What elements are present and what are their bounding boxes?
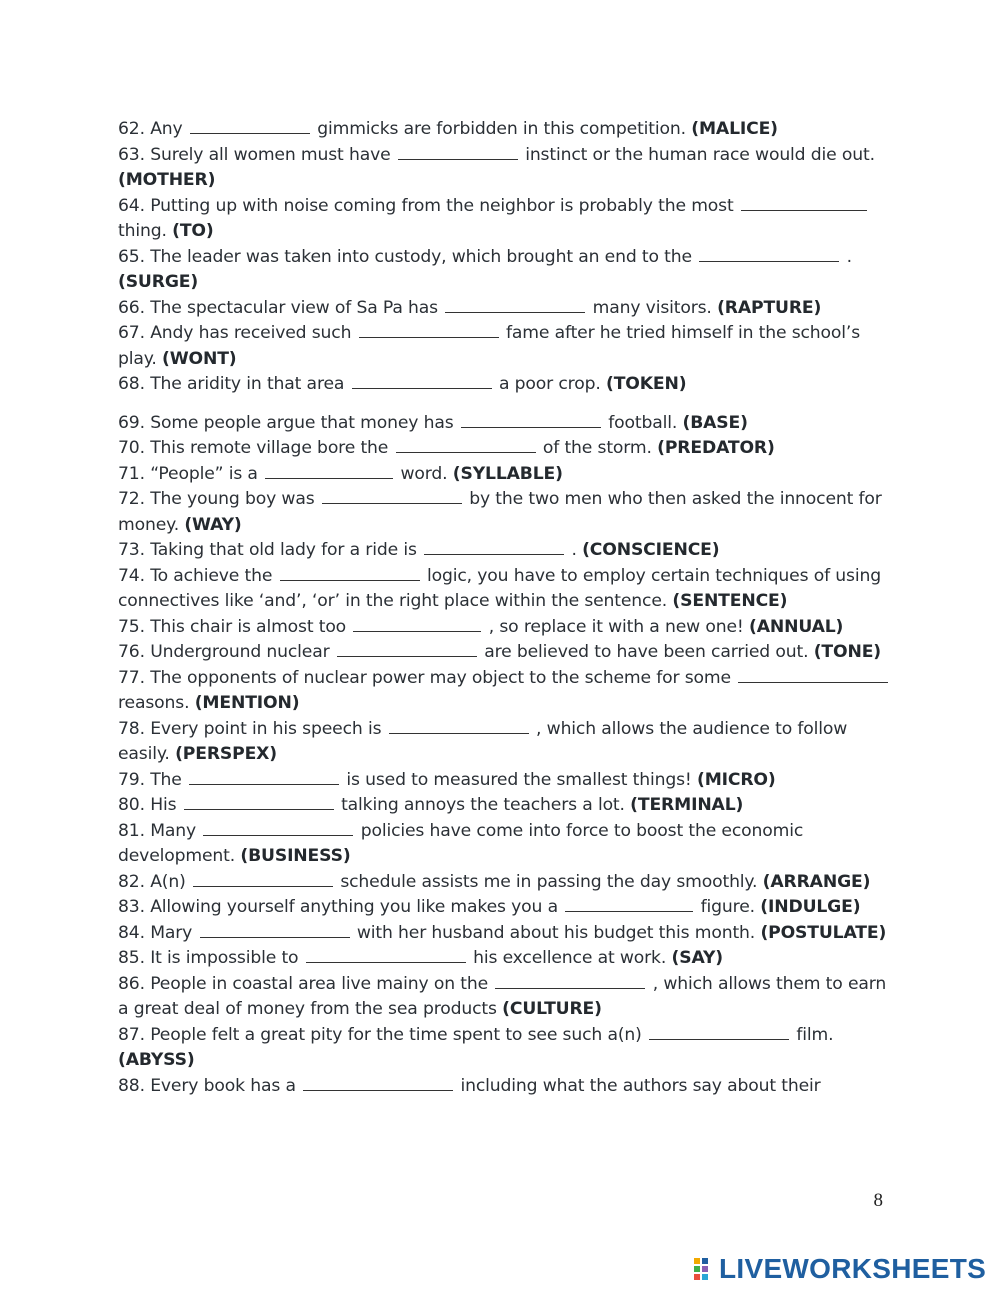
answer-blank[interactable] bbox=[337, 640, 477, 657]
question-text: 71. “People” is a bbox=[118, 463, 258, 484]
answer-blank[interactable] bbox=[461, 411, 601, 428]
question-69 bbox=[118, 411, 898, 437]
question-text: 84. Mary bbox=[118, 922, 193, 943]
question-text-continued: with her husband about his budget this month. bbox=[356, 922, 756, 943]
question-text-continued: film. bbox=[796, 1024, 834, 1045]
question-76 bbox=[118, 640, 898, 666]
root-word-hint: (BASE) bbox=[682, 412, 748, 433]
question-text: 85. It is impossible to bbox=[118, 948, 299, 968]
root-word-hint: (POSTULATE) bbox=[760, 922, 887, 943]
question-text-continued: is used to measured the smallest things! bbox=[346, 769, 692, 790]
question-text-continued: are believed to have been carried out. bbox=[484, 642, 809, 662]
question-82 bbox=[118, 870, 898, 896]
root-word-hint: (ARRANGE) bbox=[762, 871, 871, 892]
root-word-hint: (CULTURE) bbox=[502, 999, 602, 1019]
question-text: 88. Every book has a bbox=[118, 1075, 296, 1096]
root-word-hint: (PREDATOR) bbox=[657, 438, 775, 458]
answer-blank[interactable] bbox=[322, 487, 462, 504]
question-text: 70. This remote village bore the bbox=[118, 438, 389, 458]
root-word-hint: (SYLLABLE) bbox=[452, 463, 563, 484]
question-text-continued: gimmicks are forbidden in this competition. bbox=[317, 119, 686, 139]
answer-blank[interactable] bbox=[280, 564, 420, 581]
answer-blank[interactable] bbox=[200, 921, 350, 938]
question-71 bbox=[118, 462, 898, 488]
page-number: 8 bbox=[873, 1190, 883, 1211]
answer-blank[interactable] bbox=[389, 717, 529, 734]
answer-blank[interactable] bbox=[190, 117, 310, 134]
question-text: 80. His bbox=[118, 795, 177, 815]
root-word-hint: (SENTENCE) bbox=[672, 591, 788, 611]
root-word-hint: (MICRO) bbox=[696, 769, 776, 790]
root-word-hint: (INDULGE) bbox=[760, 897, 861, 917]
question-text-continued: , so replace it with a new one! bbox=[488, 616, 744, 637]
answer-blank[interactable] bbox=[352, 372, 492, 389]
question-text: 79. The bbox=[118, 769, 182, 790]
question-64 bbox=[118, 194, 898, 245]
answer-blank[interactable] bbox=[193, 870, 333, 887]
question-text: 63. Surely all women must have bbox=[118, 144, 391, 165]
liveworksheets-logo bbox=[694, 1254, 986, 1284]
question-67 bbox=[118, 321, 898, 372]
question-84 bbox=[118, 921, 898, 947]
question-80 bbox=[118, 793, 898, 819]
exercise-list bbox=[118, 117, 898, 1099]
question-text: 62. Any bbox=[118, 119, 183, 139]
answer-blank[interactable] bbox=[359, 321, 499, 338]
question-text-continued: instinct or the human race would die out. bbox=[525, 144, 875, 165]
root-word-hint: (TOKEN) bbox=[605, 374, 687, 394]
question-text: 81. Many bbox=[118, 820, 197, 841]
root-word-hint: (SURGE) bbox=[118, 272, 199, 292]
question-86 bbox=[118, 972, 898, 1023]
question-text-continued: policies have come into force to boost the economic development. bbox=[118, 820, 804, 866]
answer-blank[interactable] bbox=[398, 143, 518, 160]
answer-blank[interactable] bbox=[699, 245, 839, 262]
question-text: 75. This chair is almost too bbox=[118, 616, 347, 637]
root-word-hint: (RAPTURE) bbox=[717, 297, 822, 318]
question-text: 86. People in coastal area live mainy on the bbox=[118, 973, 489, 994]
answer-blank[interactable] bbox=[396, 436, 536, 453]
question-text-continued: by the two men who then asked the innocent for money. bbox=[118, 489, 882, 535]
root-word-hint: (SAY) bbox=[671, 948, 723, 968]
question-text-continued: his excellence at work. bbox=[473, 948, 667, 968]
question-text: 78. Every point in his speech is bbox=[118, 718, 382, 739]
answer-blank[interactable] bbox=[649, 1023, 789, 1040]
question-text: 76. Underground nuclear bbox=[118, 642, 330, 662]
question-text-continued: football. bbox=[608, 412, 678, 433]
question-72 bbox=[118, 487, 898, 538]
answer-blank[interactable] bbox=[184, 793, 334, 810]
question-text: 66. The spectacular view of Sa Pa has bbox=[118, 297, 438, 318]
question-75 bbox=[118, 615, 898, 641]
question-text-continued: . bbox=[571, 540, 577, 560]
question-79 bbox=[118, 768, 898, 794]
question-text-continued: talking annoys the teachers a lot. bbox=[341, 795, 625, 815]
question-81 bbox=[118, 819, 898, 870]
question-text-continued: logic, you have to employ certain techniques of using connectives like ‘and’, ‘or’ in the right place within the sentence. bbox=[118, 565, 881, 611]
question-63 bbox=[118, 143, 898, 194]
question-text-continued: reasons. bbox=[118, 693, 190, 713]
question-62 bbox=[118, 117, 898, 143]
root-word-hint: (WAY) bbox=[184, 514, 242, 535]
answer-blank[interactable] bbox=[738, 666, 888, 683]
question-85 bbox=[118, 946, 898, 972]
root-word-hint: (TERMINAL) bbox=[630, 795, 744, 815]
answer-blank[interactable] bbox=[565, 895, 693, 912]
brand-name: LIVEWORKSHEETS bbox=[719, 1253, 987, 1284]
root-word-hint: (MOTHER) bbox=[118, 170, 216, 190]
question-text: 82. A(n) bbox=[118, 871, 186, 892]
question-88 bbox=[118, 1074, 898, 1100]
question-text-continued: schedule assists me in passing the day smoothly. bbox=[340, 871, 758, 892]
question-text-continued: figure. bbox=[700, 897, 755, 917]
question-text: 67. Andy has received such bbox=[118, 323, 352, 343]
question-text: 73. Taking that old lady for a ride is bbox=[118, 540, 417, 560]
question-74 bbox=[118, 564, 898, 615]
question-text-continued: fame after he tried himself in the school’s play. bbox=[118, 323, 861, 369]
root-word-hint: (MALICE) bbox=[691, 119, 778, 139]
question-73 bbox=[118, 538, 898, 564]
question-text: 83. Allowing yourself anything you like makes you a bbox=[118, 897, 558, 917]
question-83 bbox=[118, 895, 898, 921]
question-text-continued: a poor crop. bbox=[498, 374, 601, 394]
root-word-hint: (WONT) bbox=[161, 348, 237, 369]
question-text-continued: thing. bbox=[118, 221, 167, 241]
question-text: 65. The leader was taken into custody, which brought an end to the bbox=[118, 246, 692, 267]
question-text-continued: many visitors. bbox=[592, 297, 712, 318]
answer-blank[interactable] bbox=[306, 946, 466, 963]
root-word-hint: (MENTION) bbox=[194, 693, 300, 713]
liveworksheets-icon bbox=[694, 1257, 716, 1281]
root-word-hint: (TONE) bbox=[813, 642, 881, 662]
question-78 bbox=[118, 717, 898, 768]
question-65 bbox=[118, 245, 898, 296]
question-68 bbox=[118, 372, 898, 398]
question-70 bbox=[118, 436, 898, 462]
question-text: 77. The opponents of nuclear power may object to the scheme for some bbox=[118, 667, 731, 688]
question-text: 68. The aridity in that area bbox=[118, 374, 345, 394]
root-word-hint: (ABYSS) bbox=[118, 1050, 195, 1070]
question-66 bbox=[118, 296, 898, 322]
question-text-continued: word. bbox=[400, 463, 448, 484]
question-text-continued: , which allows them to earn a great deal of money from the sea products bbox=[118, 973, 887, 1019]
question-text-continued: including what the authors say about their bbox=[460, 1075, 821, 1096]
question-text-continued: of the storm. bbox=[542, 438, 652, 458]
answer-blank[interactable] bbox=[265, 462, 393, 479]
root-word-hint: (PERSPEX) bbox=[175, 744, 277, 764]
root-word-hint: (BUSINESS) bbox=[240, 846, 351, 866]
root-word-hint: (TO) bbox=[172, 221, 214, 241]
answer-blank[interactable] bbox=[445, 296, 585, 313]
root-word-hint: (ANNUAL) bbox=[749, 616, 844, 637]
answer-blank[interactable] bbox=[203, 819, 353, 836]
question-text-continued: , which allows the audience to follow easily. bbox=[118, 718, 848, 764]
question-text: 87. People felt a great pity for the time spent to see such a(n) bbox=[118, 1024, 642, 1045]
question-text: 69. Some people argue that money has bbox=[118, 412, 454, 433]
answer-blank[interactable] bbox=[303, 1074, 453, 1091]
answer-blank[interactable] bbox=[424, 538, 564, 555]
answer-blank[interactable] bbox=[741, 194, 867, 211]
root-word-hint: (CONSCIENCE) bbox=[582, 540, 720, 560]
question-text: 72. The young boy was bbox=[118, 489, 315, 509]
answer-blank[interactable] bbox=[495, 972, 645, 989]
answer-blank[interactable] bbox=[353, 615, 481, 632]
answer-blank[interactable] bbox=[189, 768, 339, 785]
question-77 bbox=[118, 666, 898, 717]
question-text-continued: . bbox=[846, 246, 852, 267]
question-87 bbox=[118, 1023, 898, 1074]
question-text: 64. Putting up with noise coming from the neighbor is probably the most bbox=[118, 195, 734, 216]
question-text: 74. To achieve the bbox=[118, 565, 273, 586]
